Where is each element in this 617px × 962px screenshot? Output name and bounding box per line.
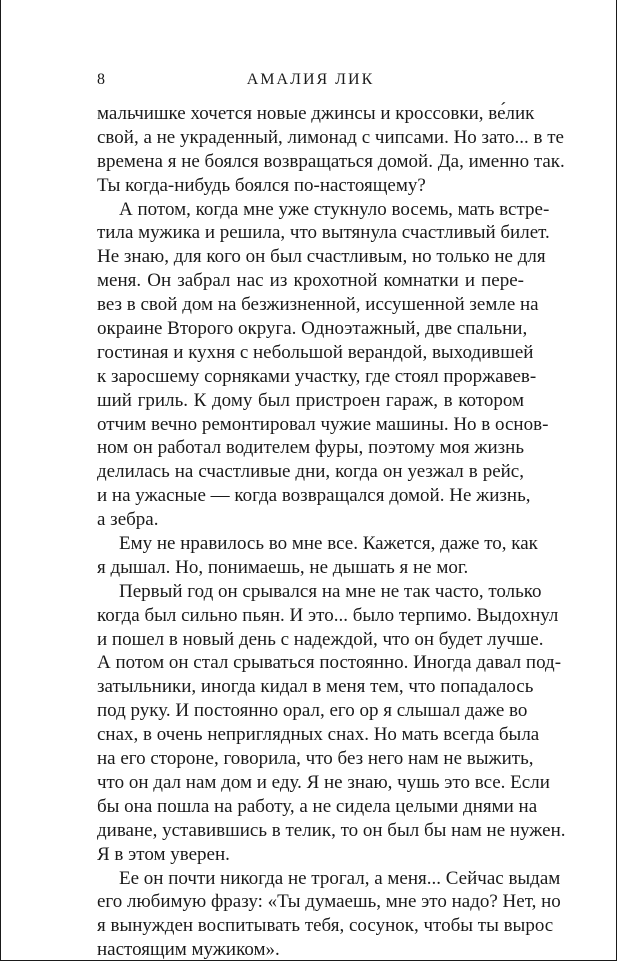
text-line: окраине Второго округа. Одноэтажный, две спальни, — [97, 318, 528, 340]
text-line: вез в свой дом на безжизненной, иссушенной земле на — [97, 294, 539, 316]
text-line: затыльники, иногда кидал в меня тем, что попадалось — [97, 676, 534, 698]
body-text — [97, 102, 566, 962]
text-line: к заросшему сорняками участку, где стоял проржавев- — [97, 365, 537, 387]
text-line: гостиная и кухня с небольшой верандой, выходившей — [97, 341, 534, 363]
text-line: на его стороне, говорила, что без него нам не выжить, — [97, 748, 534, 770]
text-line: снах, в очень неприглядных снах. Но мать всегда была — [97, 724, 540, 746]
text-line: меня. Он забрал нас из крохотной комнатки и пере- — [97, 270, 524, 292]
text-line: под руку. И постоянно орал, его ор я слышал даже во — [97, 700, 528, 722]
text-line: мальчишке хочется новые джинсы и кроссовки, ве́лик — [97, 103, 535, 124]
text-line: что он дал нам дом и еду. Я не знаю, чушь это все. Если — [97, 771, 550, 793]
text-line: А потом он стал срываться постоянно. Иногда давал под- — [97, 652, 562, 674]
book-author: АМАЛИЯ ЛИК — [246, 71, 375, 88]
text-line: Не знаю, для кого он был счастливым, но только не для — [97, 246, 546, 268]
text-line: отчим вечно ремонтировал чужие машины. Но в основ- — [97, 413, 549, 435]
text-line: я вынужден воспитывать тебя, сосунок, чтобы ты вырос — [97, 915, 554, 937]
text-line: Ты когда-нибудь боялся по-настоящему? — [97, 174, 426, 196]
text-line: свой, а не украденный, лимонад с чипсами. Но зато... в те — [97, 126, 564, 148]
text-line: диване, уставившись в телик, то он был бы нам не нужен. — [97, 819, 566, 841]
text-line: его любимую фразу: «Ты думаешь, мне это надо? Нет, но — [97, 891, 561, 913]
text-line: А потом, когда мне уже стукнуло восемь, мать встре- — [119, 198, 550, 220]
text-line: я дышал. Но, понимаешь, не дышать я не мог. — [97, 556, 469, 578]
text-line: и на ужасные — когда возвращался домой. Не жизнь, — [97, 485, 531, 507]
text-line: ном он работал водителем фуры, поэтому моя жизнь — [97, 437, 524, 459]
text-line: Ее он почти никогда не трогал, а меня... Сейчас выдам — [119, 867, 561, 889]
page-number: 8 — [97, 71, 105, 88]
running-head — [97, 70, 524, 90]
text-line: ший гриль. К дому был пристроен гараж, в котором — [97, 389, 524, 411]
text-line: настоящим мужиком». — [97, 939, 280, 961]
text-line: тила мужика и решила, что вытянула счастливый билет. — [97, 222, 550, 244]
text-line: и пошел в новый день с надеждой, что он будет лучше. — [97, 628, 544, 650]
text-line: Ему не нравилось во мне все. Кажется, даже то, как — [119, 533, 538, 555]
text-line: когда был сильно пьян. И это... было терпимо. Выдохнул — [97, 604, 559, 626]
text-line: делилась на счастливые дни, когда он уезжал в рейс, — [97, 461, 524, 483]
text-line: времена я не боялся возвращаться домой. Да, именно так. — [97, 150, 565, 172]
text-line: Я в этом уверен. — [97, 843, 230, 865]
text-line: а зебра. — [97, 509, 159, 531]
text-line: Первый год он срывался на мне не так часто, только — [119, 580, 542, 602]
text-line: бы она пошла на работу, а не сидела целыми днями на — [97, 795, 538, 817]
